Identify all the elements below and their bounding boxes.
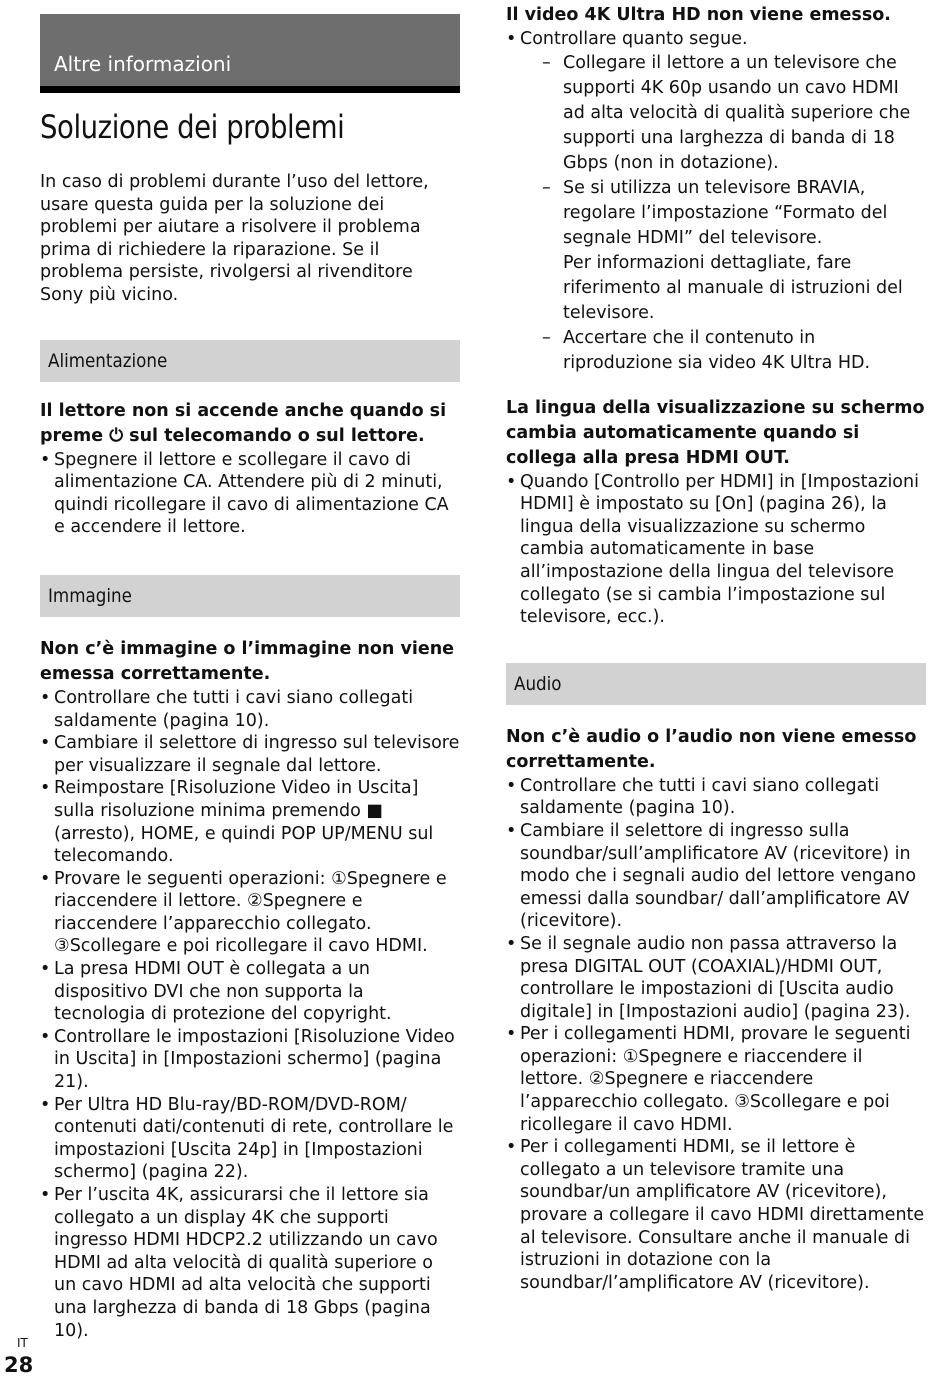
list-item: • Spegnere il lettore e scollegare il cavo di alimentazione CA. Attendere più di 2 minuti, quindi ricollegare il cavo di alimentazione CA e accendere il lettore. <box>40 449 460 539</box>
step-text: Spegnere e riaccendere l’apparecchio collegato. <box>54 891 372 934</box>
list-item <box>40 868 460 958</box>
left-column <box>40 0 460 1342</box>
list-item <box>506 1023 926 1136</box>
question-text: sul telecomando o sul lettore. <box>129 425 425 446</box>
answer-list <box>40 449 460 539</box>
question-4k: Il video 4K Ultra HD non viene emesso. <box>506 5 891 25</box>
step-text: Scollegare e poi ricollegare il cavo HDMI. <box>520 1092 890 1135</box>
number-2-icon: ② <box>588 1069 605 1090</box>
list-item: • Per Ultra HD Blu-ray/BD-ROM/DVD-ROM/ contenuti dati/contenuti di rete, controllare le impostazioni [Uscita 24p] in [Impostazioni schermo] (pagina 22). <box>40 1094 460 1184</box>
list-item: • La presa HDMI OUT è collegata a un dispositivo DVI che non supporta la tecnologia di protezione del copyright. <box>40 958 460 1026</box>
chapter-banner-label: Altre informazioni <box>54 52 232 76</box>
number-1-icon: ① <box>622 1046 639 1067</box>
sub-list-text: Se si utilizza un televisore BRAVIA, regolare l’impostazione “Formato del segnale HDMI” del televisore. <box>563 177 888 248</box>
step-text: Spegnere e riaccendere l’apparecchio collegato. <box>520 1069 814 1113</box>
list-item: • Controllare quanto segue. <box>506 28 926 51</box>
sub-list-item: – Collegare il lettore a un televisore che supporti 4K 60p usando un cavo HDMI ad alta velocità di qualità superiore che supporti una larghezza di banda di 18 Gbps (non in dotazione). <box>548 51 926 176</box>
step-text: Scollegare e poi ricollegare il cavo HDMI. <box>69 936 428 957</box>
list-item: • Se il segnale audio non passa attraverso la presa DIGITAL OUT (COAXIAL)/HDMI OUT, controllare le impostazioni di [Uscita audio digitale] in [Impostazioni audio] (pagina 23). <box>506 933 926 1023</box>
section-header-immagine <box>40 575 460 617</box>
list-item: • Per l’uscita 4K, assicurarsi che il lettore sia collegato a un display 4K che supporti ingresso HDMI HDCP2.2 utilizzando un cavo HDMI ad alta velocità di qualità superiore o un cavo HDMI ad alta velocità che supporti una larghezza di banda di 18 Gbps (pagina 10). <box>40 1184 460 1342</box>
list-item: • Cambiare il selettore di ingresso sul televisore per visualizzare il segnale dal lettore. <box>40 732 460 777</box>
answer-list <box>506 471 926 629</box>
list-item-text: Reimpostare [Risoluzione Video in Uscita] sulla risoluzione minima premendo <box>54 778 419 821</box>
answer-list <box>506 28 926 51</box>
list-item-text: Provare le seguenti operazioni: <box>54 868 326 889</box>
chapter-banner <box>40 14 460 93</box>
number-2-icon: ② <box>246 891 263 912</box>
section-title: Audio <box>514 672 562 695</box>
list-item: • Quando [Controllo per HDMI] in [Impostazioni HDMI] è impostato su [On] (pagina 26), la lingua della visualizzazione su schermo cambia automaticamente in base all’impostazione della lingua del televisore collegato (se si cambia l’impostazione sul televisore, ecc.). <box>506 471 926 629</box>
sub-list-item: – Accertare che il contenuto in riproduzione sia video 4K Ultra HD. <box>548 326 926 376</box>
list-item: • Controllare che tutti i cavi siano collegati saldamente (pagina 10). <box>506 775 926 820</box>
section-header-alimentazione <box>40 340 460 382</box>
right-column <box>506 0 926 1294</box>
list-item: • Controllare le impostazioni [Risoluzione Video in Uscita] in [Impostazioni schermo] (pagina 21). <box>40 1026 460 1094</box>
list-item: • Per i collegamenti HDMI, se il lettore è collegato a un televisore tramite una soundbar/un amplificatore AV (ricevitore), provare a collegare il cavo HDMI direttamente al televisore. Consultare anche il manuale di istruzioni in dotazione con la soundbar/l’amplificatore AV (ricevitore). <box>506 1136 926 1294</box>
sub-list <box>506 51 926 376</box>
page-language: IT <box>17 1336 28 1350</box>
sub-list-item <box>548 176 926 326</box>
list-item: • Controllare che tutti i cavi siano collegati saldamente (pagina 10). <box>40 687 460 732</box>
list-item <box>40 777 460 867</box>
sub-list-text: Per informazioni dettagliate, fare riferimento al manuale di istruzioni del televisore. <box>563 252 903 323</box>
question-audio: Non c’è audio o l’audio non viene emesso correttamente. <box>506 726 917 772</box>
intro-paragraph: In caso di problemi durante l’uso del lettore, usare questa guida per la soluzione dei problemi per aiutare a risolvere il problema prima di richiedere la riparazione. Se il problema persiste, rivolgersi al rivenditore Sony più vicino. <box>40 172 429 305</box>
section-title: Immagine <box>48 584 132 607</box>
section-title: Alimentazione <box>48 349 168 372</box>
step-text: Spegnere e riaccendere il lettore. <box>54 868 447 912</box>
number-3-icon: ③ <box>734 1092 750 1113</box>
question-image: Non c’è immagine o l’immagine non viene emessa correttamente. <box>40 638 455 684</box>
page-number: 28 <box>4 1353 34 1377</box>
step-text: Spegnere e riaccendere il lettore. <box>520 1046 863 1090</box>
stop-icon: ■ <box>366 800 383 821</box>
number-1-icon: ① <box>331 868 347 889</box>
answer-list <box>506 775 926 1295</box>
list-item-text: Per i collegamenti HDMI, provare le seguenti operazioni: <box>520 1024 911 1067</box>
question-text: Il lettore non si accende anche quando si preme <box>40 400 447 446</box>
question-language: La lingua della visualizzazione su schermo cambia automaticamente quando si collega alla presa HDMI OUT. <box>506 397 925 468</box>
section-header-audio <box>506 663 926 705</box>
number-3-icon: ③ <box>54 936 70 957</box>
page-title: Soluzione dei problemi <box>40 108 345 146</box>
power-icon: ⏻ <box>109 425 124 446</box>
question-power <box>40 399 460 449</box>
list-item: • Cambiare il selettore di ingresso sulla soundbar/sull’amplificatore AV (ricevitore) in modo che i segnali audio del lettore vengano emessi dalla soundbar/ dall’amplificatore AV (ricevitore). <box>506 820 926 933</box>
answer-list <box>40 687 460 1342</box>
list-item-text: (arresto), HOME, e quindi POP UP/MENU sul telecomando. <box>54 823 434 867</box>
